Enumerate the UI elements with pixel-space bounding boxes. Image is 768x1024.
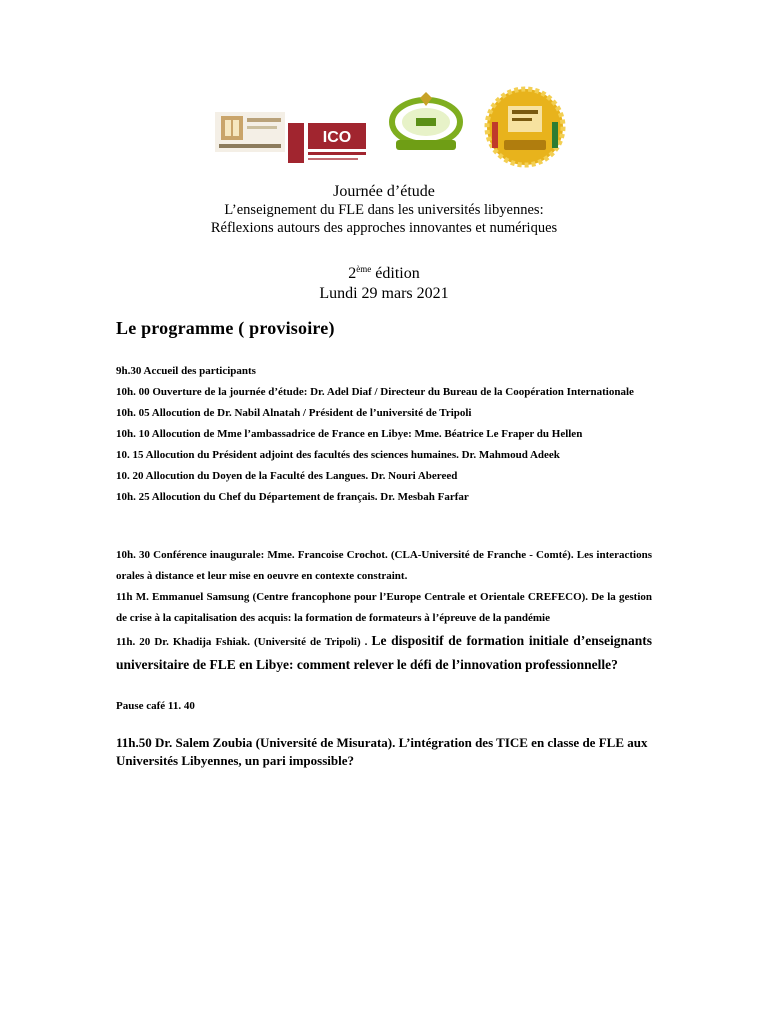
programme-item-1005: 10h. 05 Allocution de Dr. Nabil Alnatah / Président de l’université de Tripoli	[116, 407, 472, 419]
faculte-des-langues-logo	[386, 92, 466, 154]
programme-item-1025: 10h. 25 Allocution du Chef du Département de français. Dr. Mesbah Farfar	[116, 491, 469, 503]
programme-item-1010: 10h. 10 Allocution de Mme l’ambassadrice de France en Libye: Mme. Béatrice Le Fraper du Hellen	[116, 428, 583, 440]
departement-de-francais-logo	[215, 112, 285, 152]
programme-item-1030: 10h. 30 Conférence inaugurale: Mme. Francoise Crochot. (CLA-Université de Franche - Comté). Les interactions orales à distance et leur mise en oeuvre en contexte constraint.	[116, 549, 652, 582]
event-date: Lundi 29 mars 2021	[319, 285, 449, 302]
universite-de-tripoli-logo	[484, 86, 566, 168]
item-1120-speaker: 11h. 20 Dr. Khadija Fshiak. (Université de Tripoli) .	[116, 636, 372, 648]
spacer	[116, 508, 652, 545]
ico-logo	[286, 121, 380, 165]
item-1120-topic: Le dispositif de formation initiale d’enseignants universitaire de FLE en Libye: comment relever le défi de l’innovation professionnelle?	[116, 633, 652, 672]
programme-list	[116, 361, 652, 770]
event-title: Journée d’étude	[333, 183, 435, 200]
edition-word: édition	[371, 265, 420, 282]
edition-superscript: ème	[356, 264, 372, 274]
programme-item-1015: 10. 15 Allocution du Président adjoint des facultés des sciences humaines. Dr. Mahmoud Adeek	[116, 449, 560, 461]
spacer	[116, 717, 652, 734]
programme-title: Le programme ( provisoire)	[116, 318, 335, 338]
event-subtitle-line1: L’enseignement du FLE dans les universités libyennes:	[224, 202, 544, 218]
programme-item-1150: 11h.50 Dr. Salem Zoubia (Université de Misurata). L’intégration des TICE en classe de FLE aux Universités Libyennes, un pari impossible?	[116, 735, 648, 768]
coffee-break: Pause café 11. 40	[116, 700, 195, 712]
logos-row	[0, 86, 768, 170]
programme-item-1100: 11h M. Emmanuel Samsung (Centre francophone pour l’Europe Centrale et Orientale CREFECO). De la gestion de crise à la capitalisation des acquis: la formation de formateurs à l’épreuve de la pandémie	[116, 591, 652, 624]
svg-text:ICO: ICO	[322, 129, 352, 146]
event-header	[0, 182, 768, 304]
programme-item-1120	[116, 629, 652, 677]
edition-number: 2	[348, 265, 357, 282]
edition	[0, 259, 768, 284]
event-subtitle-line2: Réflexions autours des approches innovantes et numériques	[210, 220, 558, 236]
programme-item-1020: 10. 20 Allocution du Doyen de la Faculté des Langues. Dr. Nouri Abereed	[116, 470, 458, 482]
programme-item-1000: 10h. 00 Ouverture de la journée d’étude: Dr. Adel Diaf / Directeur du Bureau de la Coopération Internationale	[116, 386, 634, 398]
programme-item-0930: 9h.30 Accueil des participants	[116, 365, 256, 377]
